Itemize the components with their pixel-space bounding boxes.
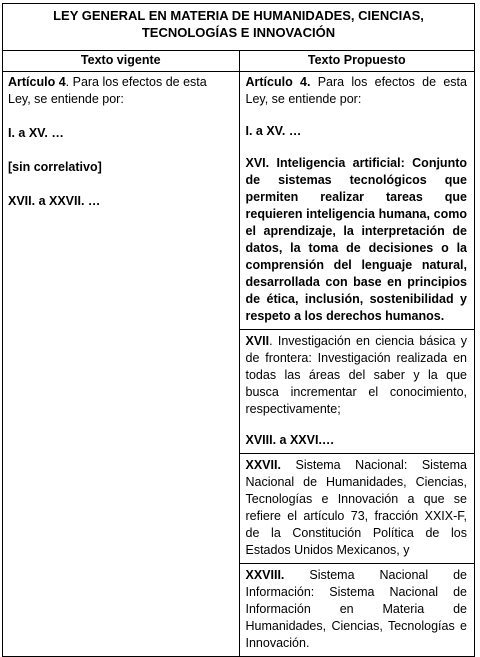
propuesto-xxviii-label: XXVIII.	[245, 568, 285, 582]
propuesto-fraccion-xvi: XVI. Inteligencia artificial: Conjunto de sistemas tecnológicos que permiten realizar tareas que requieren inteligencia humana, como el aprendizaje, la interpretación de datos, la toma de decisiones o la comprensión del lenguaje natural, desarrollada con base en principios de ética, inclusión, sostenibilidad y respeto a los derechos humanos.	[245, 156, 467, 323]
document-title: LEY GENERAL EN MATERIA DE HUMANIDADES, CIENCIAS, TECNOLOGÍAS E INNOVACIÓN	[3, 4, 475, 51]
propuesto-art-text: Para los efectos de esta Ley, se entiende por:	[245, 75, 467, 106]
title-row	[3, 4, 475, 51]
propuesto-fracciones-i-xv: I. a XV. …	[245, 124, 302, 138]
propuesto-xxvii-label: XXVII.	[245, 458, 281, 472]
propuesto-content	[240, 72, 475, 656]
vigente-fracciones-i-xv: I. a XV. …	[8, 126, 64, 140]
header-texto-propuesto: Texto Propuesto	[239, 51, 475, 72]
propuesto-xxviii-text: Sistema Nacional de Información: Sistema Nacional de Información en Materia de Humanidades, Ciencias, Tecnologías e Innovación.	[245, 568, 467, 650]
propuesto-section-xxviii	[246, 564, 468, 652]
header-row	[3, 51, 475, 72]
vigente-articulo-4	[8, 74, 233, 108]
vigente-cell	[3, 72, 240, 657]
propuesto-xvii-text: . Investigación en ciencia básica y de frontera: Investigación realizada en todas las áreas del saber y la que busca incrementar el conocimiento, respectivamente;	[245, 334, 467, 416]
propuesto-fraccion-xxvii	[246, 457, 468, 559]
propuesto-articulo-4	[246, 74, 468, 108]
propuesto-fracciones-xviii-xxvi: XVIII. a XXVI.…	[245, 433, 335, 447]
vigente-sin-correlativo: [sin correlativo]	[8, 160, 102, 174]
header-texto-vigente: Texto vigente	[3, 51, 240, 72]
propuesto-section-xxvii	[246, 454, 468, 559]
propuesto-fraccion-xvii	[246, 333, 468, 418]
comparison-table	[2, 3, 475, 657]
propuesto-section-xvii	[246, 330, 468, 449]
vigente-fracciones-xvii-xxvii: XVII. a XXVII. …	[8, 194, 101, 208]
vigente-art-label: Artículo 4	[8, 75, 66, 89]
propuesto-xxvii-text: Sistema Nacional: Sistema Nacional de Humanidades, Ciencias, Tecnologías e Innovación a que se refiere el artículo 73, fracción XXIX-F, de la Constitución Política de los Estados Unidos Mexicanos, y	[245, 458, 467, 557]
propuesto-xvii-label: XVII	[245, 334, 270, 348]
propuesto-art-label: Artículo 4.	[245, 75, 311, 89]
propuesto-fraccion-xxviii	[246, 567, 468, 652]
content-row	[3, 72, 475, 657]
propuesto-cell	[239, 72, 475, 657]
vigente-art-text: . Para los efectos de esta Ley, se entiende por:	[8, 75, 207, 106]
vigente-content	[3, 72, 239, 214]
